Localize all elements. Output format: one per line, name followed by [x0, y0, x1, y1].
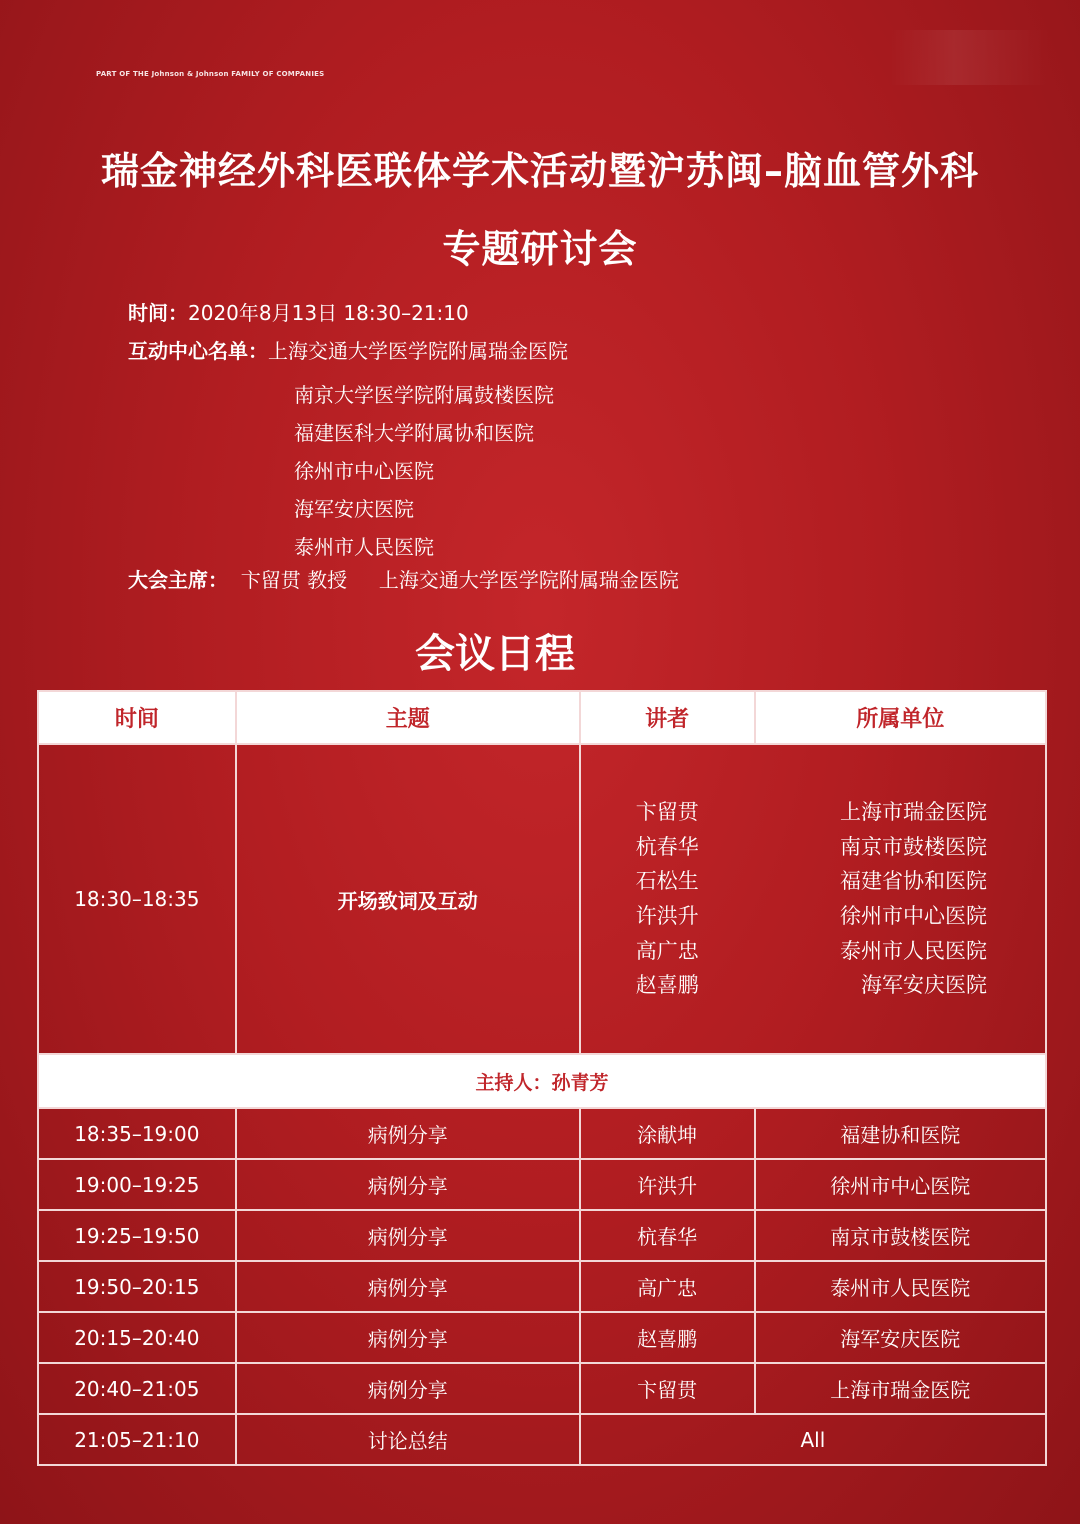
cell-time: 19:25–19:50 [38, 1210, 236, 1261]
cell-time: 21:05–21:10 [38, 1414, 236, 1465]
centers-label: 互动中心名单： [128, 339, 268, 363]
header-speaker: 讲者 [580, 691, 755, 744]
table-row [38, 1363, 1046, 1414]
center-item: 徐州市中心医院 [294, 459, 434, 483]
speaker: 石松生 [635, 869, 699, 894]
centers-info [128, 332, 568, 370]
cell-speaker: 涂献坤 [580, 1108, 755, 1159]
center-item: 福建医科大学附属协和医院 [294, 421, 534, 445]
time-info [128, 294, 469, 332]
chair-unit: 上海交通大学医学院附属瑞金医院 [378, 568, 679, 592]
cell-time: 19:50–20:15 [38, 1261, 236, 1312]
unit: 南京市鼓楼医院 [840, 834, 987, 859]
cell-time: 19:00–19:25 [38, 1159, 236, 1210]
speaker: 赵喜鹏 [635, 973, 699, 998]
table-header [38, 691, 1046, 744]
cell-unit: 南京市鼓楼医院 [755, 1210, 1047, 1261]
cell-time: 18:30–18:35 [38, 744, 236, 1054]
cell-topic: 病例分享 [236, 1210, 580, 1261]
unit: 福建省协和医院 [840, 869, 987, 894]
cell-speaker: All [580, 1414, 1046, 1465]
host-label: 主持人：孙青芳 [38, 1054, 1046, 1108]
table-row [38, 1261, 1046, 1312]
chair-info [128, 561, 679, 599]
cell-topic: 开场致词及互动 [236, 744, 580, 1054]
cell-time: 20:40–21:05 [38, 1363, 236, 1414]
unit: 泰州市人民医院 [840, 938, 987, 963]
cell-speaker: 卞留贯 [580, 1363, 755, 1414]
center-item: 泰州市人民医院 [294, 535, 434, 559]
cell-topic: 讨论总结 [236, 1414, 580, 1465]
cell-topic: 病例分享 [236, 1261, 580, 1312]
header-topic: 主题 [236, 691, 580, 744]
table-row [38, 1210, 1046, 1261]
cell-topic: 病例分享 [236, 1159, 580, 1210]
center-item: 上海交通大学医学院附属瑞金医院 [268, 339, 568, 363]
page-title: 瑞金神经外科医联体学术活动暨沪苏闽–脑血管外科 [100, 149, 979, 193]
cell-topic: 病例分享 [236, 1363, 580, 1414]
unit: 徐州市中心医院 [840, 904, 987, 928]
cell-unit: 福建协和医院 [755, 1108, 1047, 1159]
header-time: 时间 [38, 691, 236, 744]
cell-time: 20:15–20:40 [38, 1312, 236, 1363]
cell-speaker: 许洪升 [580, 1159, 755, 1210]
unit-list [840, 795, 987, 1003]
chair-label: 大会主席： [128, 568, 228, 592]
cell-unit: 泰州市人民医院 [755, 1261, 1047, 1312]
speaker-list [636, 795, 699, 1003]
speaker: 高广忠 [635, 938, 699, 963]
cell-speaker: 杭春华 [580, 1210, 755, 1261]
time-label: 时间： [128, 301, 188, 325]
speaker: 许洪升 [635, 904, 699, 928]
center-item: 南京大学医学院附属鼓楼医院 [294, 383, 554, 407]
time-value: 2020年8月13日 18:30–21:10 [188, 301, 469, 325]
table-row [38, 1312, 1046, 1363]
table-row-closing [38, 1414, 1046, 1465]
sponsor-logo: PART OF THE Johnson & Johnson FAMILY OF COMPANIES [96, 70, 325, 78]
center-item: 海军安庆医院 [294, 497, 414, 521]
cell-speakers-units [580, 744, 1046, 1054]
unit: 上海市瑞金医院 [840, 800, 987, 825]
signature-logo [890, 30, 1050, 85]
cell-speaker: 赵喜鹏 [580, 1312, 755, 1363]
page-subtitle: 专题研讨会 [442, 227, 638, 271]
header-unit: 所属单位 [755, 691, 1047, 744]
speaker: 卞留贯 [635, 800, 699, 825]
cell-speaker: 高广忠 [580, 1261, 755, 1312]
host-row [38, 1054, 1046, 1108]
table-row [38, 1108, 1046, 1159]
table-row-opening [38, 744, 1046, 1054]
cell-time: 18:35–19:00 [38, 1108, 236, 1159]
cell-topic: 病例分享 [236, 1312, 580, 1363]
cell-unit: 上海市瑞金医院 [755, 1363, 1047, 1414]
schedule-title: 会议日程 [415, 631, 575, 677]
unit: 海军安庆医院 [861, 973, 987, 998]
chair-name: 卞留贯 教授 [240, 568, 348, 592]
cell-unit: 海军安庆医院 [755, 1312, 1047, 1363]
schedule-table [37, 690, 1047, 1466]
speaker: 杭春华 [635, 834, 699, 859]
cell-unit: 徐州市中心医院 [755, 1159, 1047, 1210]
table-row [38, 1159, 1046, 1210]
cell-topic: 病例分享 [236, 1108, 580, 1159]
